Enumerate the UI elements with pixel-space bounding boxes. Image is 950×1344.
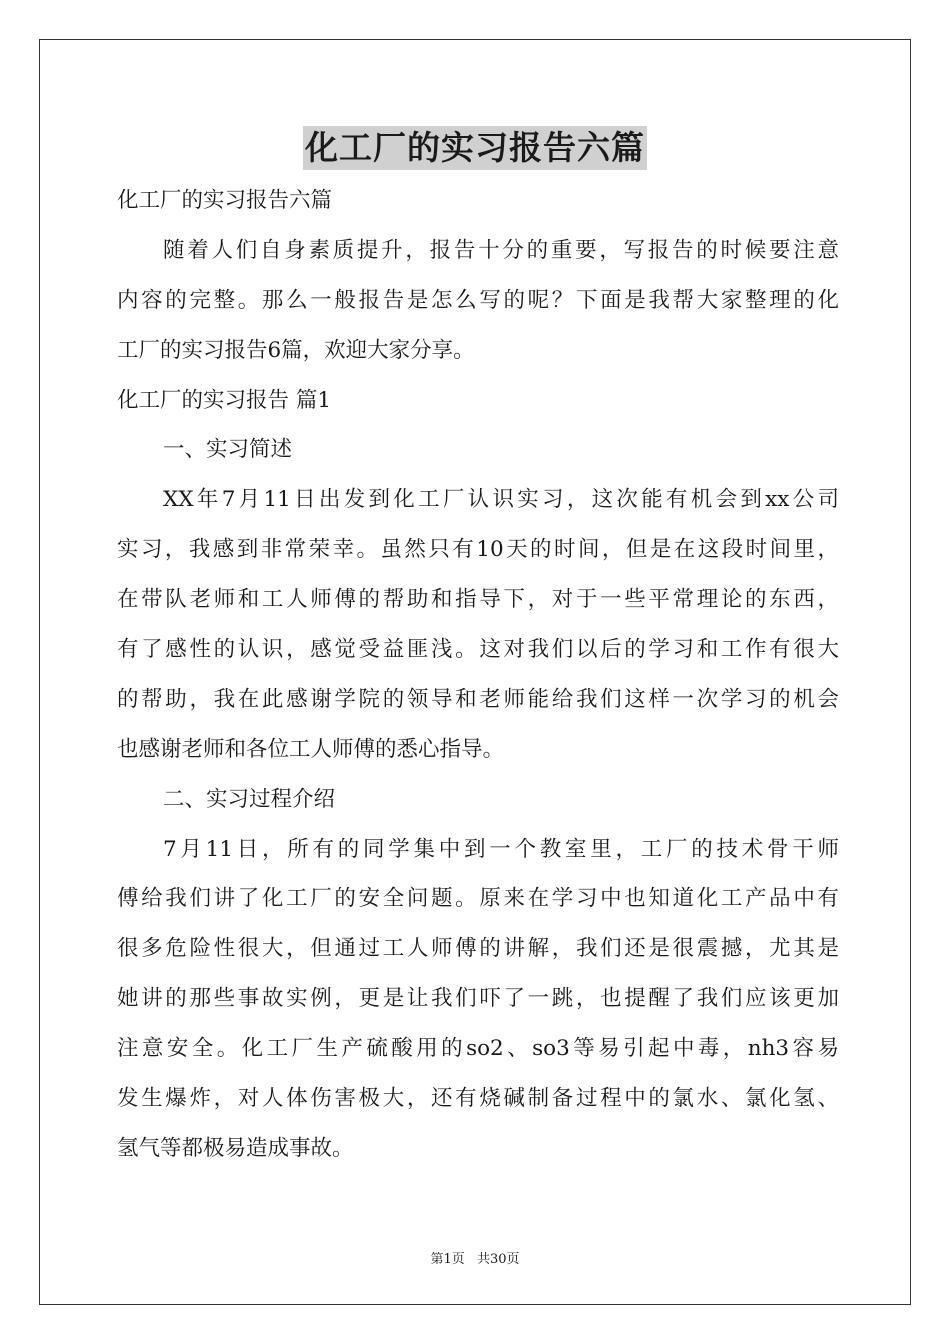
page-footer xyxy=(0,1248,950,1267)
text-line: 的帮助，我在此感谢学院的领导和老师能给我们这样一次学习的机会 xyxy=(117,686,839,712)
text-line: 在带队老师和工人师傅的帮助和指导下，对于一些平常理论的东西， xyxy=(117,587,839,613)
text-line: 工厂的实习报告6篇，欢迎大家分享。 xyxy=(117,337,475,363)
text-line: 氢气等都极易造成事故。 xyxy=(117,1135,354,1161)
text-line: XX年7月11日出发到化工厂认识实习，这次能有机会到xx公司 xyxy=(163,487,839,513)
text-line: 7月11日，所有的同学集中到一个教室里，工厂的技术骨干师 xyxy=(163,836,839,862)
text-line: 注意安全。化工厂生产硫酸用的so2、so3等易引起中毒，nh3容易 xyxy=(117,1036,839,1062)
page-total: 共30页 xyxy=(476,1252,520,1267)
text-line: 傅给我们讲了化工厂的安全问题。原来在学习中也知道化工产品中有 xyxy=(117,886,839,912)
document-title: 化工厂的实习报告六篇 xyxy=(303,126,647,170)
text-line: 她讲的那些事故实例，更是让我们吓了一跳，也提醒了我们应该更加 xyxy=(117,986,839,1012)
text-line: 二、实习过程介绍 xyxy=(163,786,336,812)
text-line: 有了感性的认识，感觉受益匪浅。这对我们以后的学习和工作有很大 xyxy=(117,637,839,663)
text-line: 很多危险性很大，但通过工人师傅的讲解，我们还是很震撼，尤其是 xyxy=(117,936,839,962)
text-line: 也感谢老师和各位工人师傅的悉心指导。 xyxy=(117,736,505,762)
text-line: 一、实习简述 xyxy=(163,437,293,463)
text-line: 发生爆炸，对人体伤害极大，还有烧碱制备过程中的氯水、氯化氢、 xyxy=(117,1086,839,1112)
text-line: 内容的完整。那么一般报告是怎么写的呢？下面是我帮大家整理的化 xyxy=(117,287,839,313)
text-line: 随着人们自身素质提升，报告十分的重要，写报告的时候要注意 xyxy=(163,237,839,263)
text-line: 化工厂的实习报告六篇 xyxy=(117,188,333,213)
text-line: 实习，我感到非常荣幸。虽然只有10天的时间，但是在这段时间里， xyxy=(117,537,839,563)
document-body xyxy=(117,176,839,1174)
title-container xyxy=(0,126,950,170)
text-line: 化工厂的实习报告 篇1 xyxy=(117,387,332,413)
page-number: 第1页 xyxy=(430,1252,465,1267)
